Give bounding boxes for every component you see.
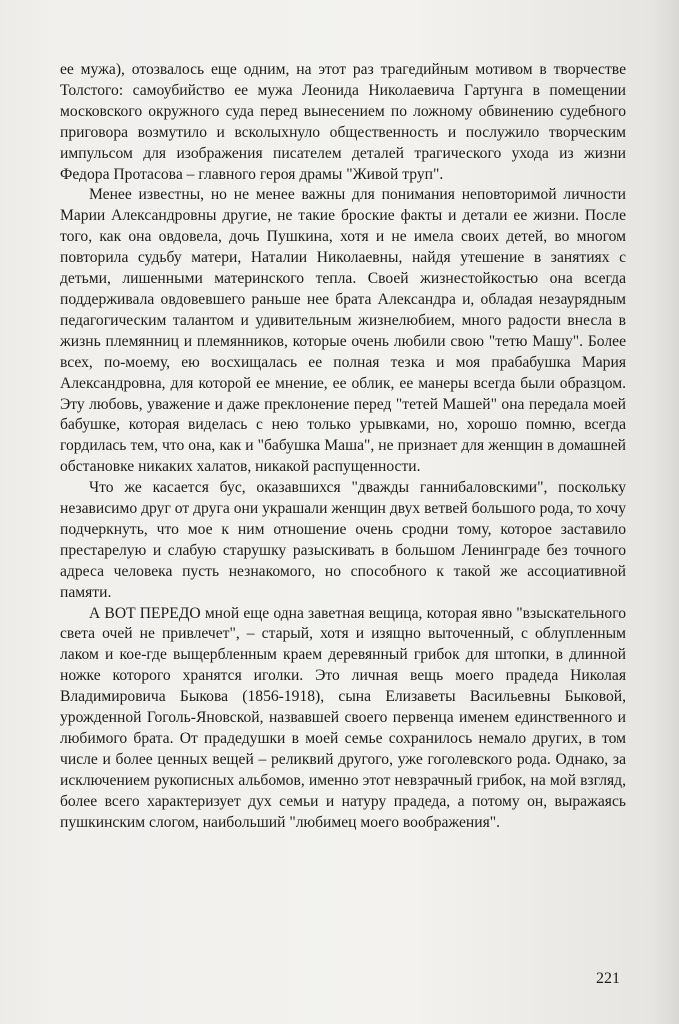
paragraph-2: Менее известны, но не менее важны для понимания неповторимой личности Марии Александровны другие, не такие броские факты и детали ее жизни. После того, как она овдовела, дочь Пушкина, хотя и не имела своих детей, во многом повторила судьбу матери, Наталии Николаевны, найдя утешение в занятиях с детьми, лишенными материнского тепла. Своей жизнестойкостью она всегда поддерживала овдовевшего раньше нее брата Александра и, обладая незаурядным педагогическим талантом и удивительным жизнелюбием, много радости внесла в жизнь племянниц и племянников, которые очень любили свою "тетю Машу". Более всех, по-моему, ею восхищалась ее полная тезка и моя прабабушка Мария Александровна, для которой ее мнение, ее облик, ее манеры всегда были образцом. Эту любовь, уважение и даже преклонение перед "тетей Машей" она передала моей бабушке, которая виделась с нею только урывками, но, хорошо помню, всегда гордилась тем, что она, как и "бабушка Маша", не признает для женщин в домашней обстановке никаких халатов, никакой распущенности. [60,186,626,476]
paragraph-3: Что же касается бус, оказавшихся "дважды ганнибаловскими", поскольку независимо друг от друга они украшали женщин двух ветвей большого рода, то хочу подчеркнуть, что мое к ним отношение очень сродни тому, которое заставило престарелую и слабую старушку разыскивать в большом Ленинграде без точного адреса человека пусть незнакомого, но способного к такой же ассоциативной памяти. [60,479,626,601]
body-text [60,60,626,834]
paragraph-1: ее мужа), отозвалось еще одним, на этот раз трагедийным мотивом в творчестве Толстого: самоубийство ее мужа Леонида Николаевича Гартунга в помещении московского окружного суда перед вынесением по ложному обвинению судебного приговора возмутило и всколыхнуло общественность и послужило творческим импульсом для изображения писателем деталей трагического ухода из жизни Федора Протасова – главного героя драмы "Живой труп". [60,61,626,183]
paragraph-4: А ВОТ ПЕРЕДО мной еще одна заветная вещица, которая явно "взыскательного света очей не привлечет", – старый, хотя и изящно выточенный, с облупленным лаком и кое-где выщербленным краем деревянный грибок для штопки, в длинной ножке которого хранятся иголки. Это личная вещь моего прадеда Николая Владимировича Быкова (1856-1918), сына Елизаветы Васильевны Быковой, урожденной Гоголь-Яновской, назвавшей своего первенца именем единственного и любимого брата. От прадедушки в моей семье сохранилось немало других, в том числе и более ценных вещей – реликвий другого, уже гоголевского рода. Однако, за исключением рукописных альбомов, именно этот невзрачный грибок, на мой взгляд, более всего характеризует дух семьи и натуру прадеда, а потому он, выражаясь пушкинским слогом, наибольший "любимец моего воображения". [60,604,626,831]
page-number: 221 [596,970,620,987]
